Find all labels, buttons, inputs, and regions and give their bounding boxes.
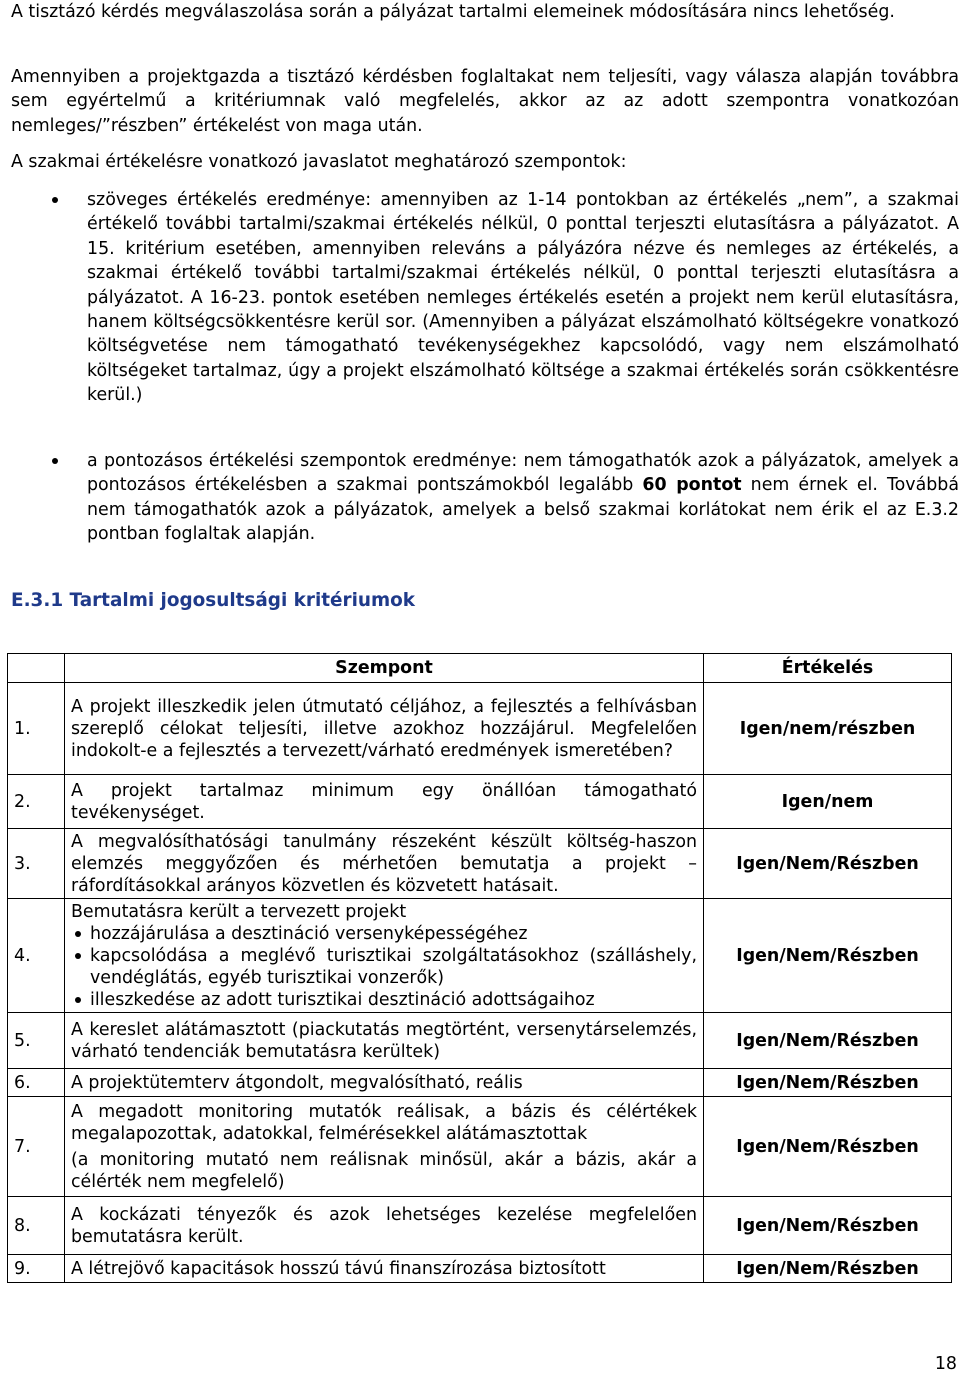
- table-row: [8, 775, 952, 829]
- table-row: [8, 1069, 952, 1097]
- row-criterion-note: (a monitoring mutató nem reálisnak minősül, akár a bázis, akár a célérték nem megfelelő): [71, 1149, 697, 1192]
- list-item-text: illeszkedése az adott turisztikai desztináció adottságaihoz: [90, 989, 595, 1010]
- row-criterion: [65, 899, 704, 1013]
- row-evaluation: Igen/nem: [704, 775, 952, 829]
- table-header-row: [8, 654, 952, 683]
- table-row: [8, 1097, 952, 1197]
- table-row: [8, 1255, 952, 1283]
- row-number: 9.: [8, 1255, 65, 1283]
- row-criterion: A projektütemterv átgondolt, megvalósítható, reális: [65, 1069, 704, 1097]
- header-number-cell: [8, 654, 65, 683]
- table-row: [8, 1197, 952, 1255]
- table-row: [8, 829, 952, 899]
- bullet-text: szöveges értékelés eredménye: amennyiben az 1-14 pontokban az értékelés „nem”, a szakmai értékelő további tartalmi/szakmai értékelés nélkül, 0 ponttal terjeszti elutasításra a pályázatot. A 15. kritérium esetében, amennyiben releváns a pályázóra nézve és nemleges az értékelés, a szakmai értékelő további tartalmi/szakmai értékelés nélkül, 0 ponttal terjeszti elutasításra a pályázatot. A 16-23. pontok esetében nemleges értékelés esetén a projekt nem kerül elutasításra, hanem költségcsökkentésre kerül sor. (Amennyiben a pályázat elszámolható költségekre vonatkozó költségvetése nem támogatható tevékenységekhez kapcsolódó, vagy nem elszámolható költségeket tartalmaz, úgy a projekt elszámolható költsége a szakmai értékelés során csökkentésre kerül.): [87, 190, 959, 406]
- table-row: [8, 1013, 952, 1069]
- bullet-icon: [52, 458, 58, 464]
- section-heading: E.3.1 Tartalmi jogosultsági kritériumok: [11, 590, 416, 611]
- header-criterion: Szempont: [65, 654, 704, 683]
- bullet-text-pre: a pontozásos értékelési szempontok eredménye: nem támogathatók azok a pályázatok, amelyek a pontozásos értékelésben a szakmai pontszámokból legalább: [87, 451, 959, 496]
- criteria-table: [7, 653, 952, 1283]
- list-item: [71, 945, 697, 989]
- row-number: 1.: [8, 683, 65, 775]
- bullet-icon: [75, 953, 81, 959]
- row-evaluation: Igen/Nem/Részben: [704, 1097, 952, 1197]
- row-evaluation: Igen/Nem/Részben: [704, 1255, 952, 1283]
- row-number: 2.: [8, 775, 65, 829]
- row-criterion: A megvalósíthatósági tanulmány részeként készült költség-haszon elemzés meggyőzően és mérhetően bemutatja a projekt – ráfordításokkal arányos közvetlen és közvetett hatásait.: [65, 829, 704, 899]
- page-number: 18: [934, 1354, 957, 1374]
- row-criterion: A kockázati tényezők és azok lehetséges kezelése megfelelően bemutatásra került.: [65, 1197, 704, 1255]
- list-item: [71, 923, 697, 945]
- criteria-bullet-list: [11, 188, 959, 408]
- row-evaluation: Igen/nem/részben: [704, 683, 952, 775]
- row-evaluation: Igen/Nem/Részben: [704, 829, 952, 899]
- row-evaluation: Igen/Nem/Részben: [704, 899, 952, 1013]
- table-row: [8, 683, 952, 775]
- row-evaluation: Igen/Nem/Részben: [704, 1069, 952, 1097]
- row-criterion: A kereslet alátámasztott (piackutatás megtörtént, versenytárselemzés, várható tendenciák bemutatásra kerültek): [65, 1013, 704, 1069]
- intro-paragraph-3: A szakmai értékelésre vonatkozó javaslatot meghatározó szempontok:: [11, 152, 627, 172]
- row-criterion: A létrejövő kapacitások hosszú távú finanszírozása biztosított: [65, 1255, 704, 1283]
- row-evaluation: Igen/Nem/Részben: [704, 1013, 952, 1069]
- list-item-text: hozzájárulása a desztináció versenyképességéhez: [90, 923, 528, 944]
- bullet-text-post: nem érnek el. Továbbá nem támogathatók azok a pályázatok, amelyek a belső szakmai korlátokat nem érik el az E.3.2 pontban foglaltak alapján.: [87, 475, 959, 545]
- row-number: 8.: [8, 1197, 65, 1255]
- row-number: 3.: [8, 829, 65, 899]
- bullet-icon: [52, 197, 58, 203]
- bullet-score-evaluation: [11, 449, 959, 547]
- intro-paragraph-2: Amennyiben a projektgazda a tisztázó kérdésben foglaltakat nem teljesíti, vagy válasza alapján továbbra sem egyértelmű a kritériumnak való megfelelés, akkor az az adott szempontra vonatkozóan nemleges/”részben” értékelést von maga után.: [11, 67, 959, 136]
- row-evaluation: Igen/Nem/Részben: [704, 1197, 952, 1255]
- list-item-text: kapcsolódása a meglévő turisztikai szolgáltatásokhoz (szálláshely, vendéglátás, egyéb turisztikai vonzerők): [90, 945, 697, 988]
- row-criterion-list: [71, 923, 697, 1011]
- bullet-text-evaluation: [11, 188, 959, 408]
- row-criterion-intro: Bemutatásra került a tervezett projekt: [71, 901, 407, 922]
- row-criterion: [65, 1097, 704, 1197]
- bullet-icon: [75, 997, 81, 1003]
- table-row: [8, 899, 952, 1013]
- row-criterion: A projekt tartalmaz minimum egy önállóan támogatható tevékenységet.: [65, 775, 704, 829]
- intro-paragraph-1: A tisztázó kérdés megválaszolása során a pályázat tartalmi elemeinek módosítására nincs lehetőség.: [11, 2, 895, 22]
- bullet-icon: [75, 931, 81, 937]
- row-number: 5.: [8, 1013, 65, 1069]
- row-number: 6.: [8, 1069, 65, 1097]
- criteria-bullet-list-2: [11, 449, 959, 547]
- header-evaluation: Értékelés: [704, 654, 952, 683]
- row-number: 7.: [8, 1097, 65, 1197]
- bullet-text-bold: 60 pontot: [642, 475, 742, 496]
- row-number: 4.: [8, 899, 65, 1013]
- list-item: [71, 989, 697, 1011]
- row-criterion-main: A megadott monitoring mutatók reálisak, a bázis és célértékek megalapozottak, adatokkal, felmérésekkel alátámasztottak: [71, 1101, 697, 1144]
- row-criterion: A projekt illeszkedik jelen útmutató céljához, a fejlesztés a felhívásban szereplő célokat teljesíti, illetve azokhoz hozzájárul. Megfelelően indokolt-e a fejlesztés a tervezett/várható eredmények ismeretében?: [65, 683, 704, 775]
